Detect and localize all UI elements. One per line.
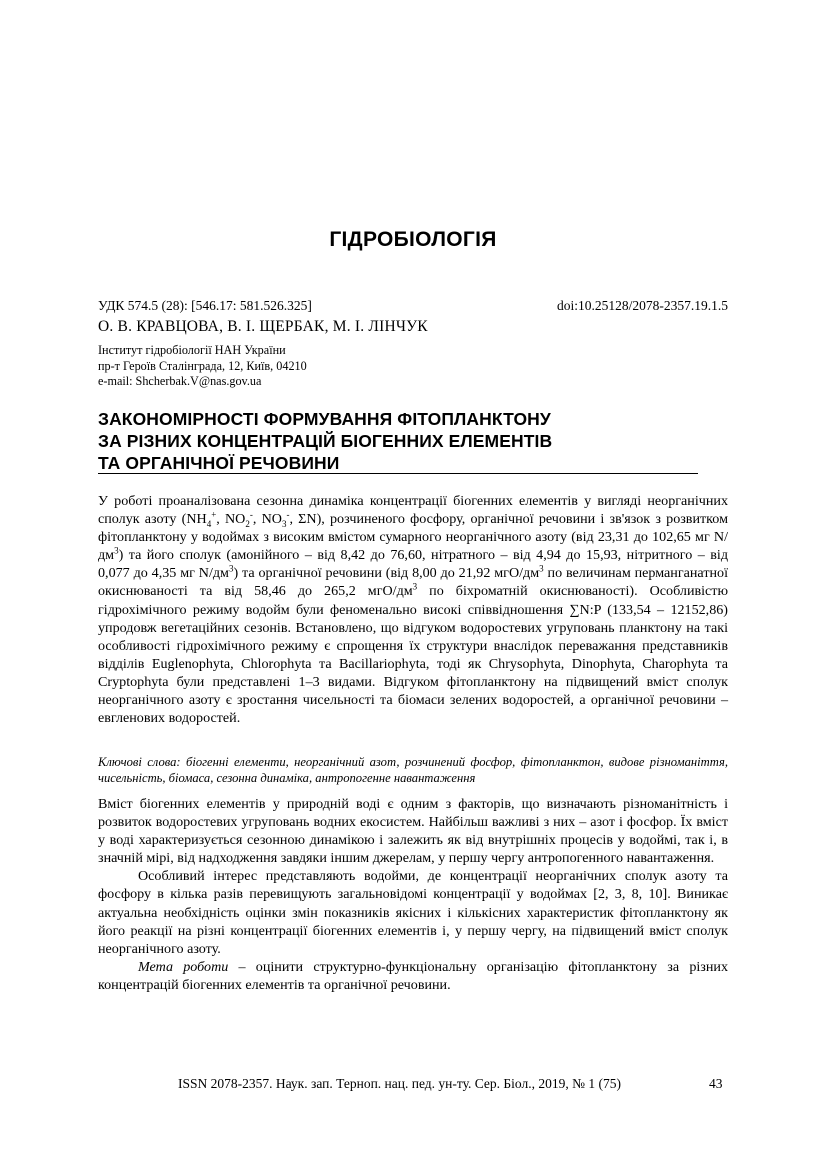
abstract: У роботі проаналізована сезонна динаміка концентрації біогенних елементів у вигляді неорганічних сполук азоту ($NH_4^+$, $NO_2^-$, $NO_3^-$, ΣN), розчиненого фосфору, органічної речовини і зв'язок з розвитком фітопланктону у водоймах з високим вмістом сумарного неорганічного азоту (від 23,31 до 102,65 мг $N/дм^3$) та його сполук (амонійного – від 8,42 до 76,60, нітратного – від 4,94 до 15,93, нітритного – від 0,077 до 4,35 мг $N/дм^3$) та органічної речовини (від 8,00 до 21,92 мгО/$дм^3$ по величинам перманганатної окиснюваності та від 58,46 до 265,2 мгО/$дм^3$ по біхроматній окиснюваності). Особливістю гідрохімічного режиму водойм були феноменально високі співвідношення ∑N:P (133,54 – 12152,86) упродовж вегетаційних сезонів. Встановлено, що відгуком водоростевих угруповань планктону на такі особливості гідрохімічного режиму є спрощення їх структури внаслідок переважання представників відділів Euglenophyta, Chlorophyta та Bacillariophyta, тоді як Chrysophyta, Dinophyta, Charophyta та Cryptophyta були представлені 1–3 видами. Відгуком фітопланктону на підвищений вміст сполук неорганічного азоту є зростання чисельності та біомаси зелених водоростей, а органічної речовини – евгленових водоростей. — [98, 493, 728, 727]
title-underline — [98, 473, 698, 474]
article-title — [98, 408, 698, 474]
address: пр-т Героїв Сталінграда, 12, Київ, 04210 — [98, 358, 307, 373]
paragraph-1: Вміст біогенних елементів у природній воді є одним з факторів, що визначають різноманітність і розвиток водоростевих угруповань водних екосистем. Найбільш важливі з них – азот і фосфор. Їх вміст у воді характеризується сезонною динамікою і залежить як від внутрішніх процесів у водоймі, так і, в значній мірі, від надходження завдяки іншим джерелам, у першу чергу антропогенного навантаження. — [98, 796, 728, 867]
paragraph-2: Особливий інтерес представляють водойми, де концентрації неорганічних сполук азоту та фосфору в кілька разів перевищують загальновідомі концентрації у водоймах [2, 3, 8, 10]. Виникає актуальна необхідність оцінки змін показників якісних і кількісних характеристик фітопланктону як його реакції на різні концентрації біогенних елементів і, у першу чергу, на підвищений вміст сполук неорганічного азоту. — [98, 868, 728, 957]
email: e-mail: Shcherbak.V@nas.gov.ua — [98, 374, 262, 388]
aim-text: – оцінити структурно-функціональну організацію фітопланктону за різних концентрацій біогенних елементів та органічної речовини. — [98, 958, 728, 993]
affiliation — [98, 343, 307, 390]
doi: doi:10.25128/2078-2357.19.1.5 — [557, 298, 728, 313]
section-heading: ГІДРОБІОЛОГІЯ — [329, 228, 497, 251]
title-line-2: ЗА РІЗНИХ КОНЦЕНТРАЦІЙ БІОГЕННИХ ЕЛЕМЕНТІВ — [98, 431, 553, 451]
journal-footer: ISSN 2078-2357. Наук. зап. Терноп. нац. пед. ун-ту. Сер. Біол., 2019, № 1 (75) — [178, 1076, 621, 1091]
title-line-3: ТА ОРГАНІЧНОЇ РЕЧОВИНИ — [98, 453, 340, 473]
page-number: 43 — [709, 1076, 723, 1091]
authors: О. В. КРАВЦОВА, В. І. ЩЕРБАК, М. І. ЛІНЧУК — [98, 318, 428, 335]
keywords: Ключові слова: біогенні елементи, неорганічний азот, розчинений фосфор, фітопланктон, видове різноманіття, чисельність, біомаса, сезонна динаміка, антропогенне навантаження — [98, 755, 728, 785]
body-text — [98, 795, 728, 994]
paragraph-3 — [98, 958, 728, 994]
aim-label: Мета роботи — [138, 958, 229, 975]
institute: Інститут гідробіології НАН України — [98, 343, 286, 357]
udk-code: УДК 574.5 (28): [546.17: 581.526.325] — [98, 298, 312, 313]
title-line-1: ЗАКОНОМІРНОСТІ ФОРМУВАННЯ ФІТОПЛАНКТОНУ — [98, 409, 551, 429]
